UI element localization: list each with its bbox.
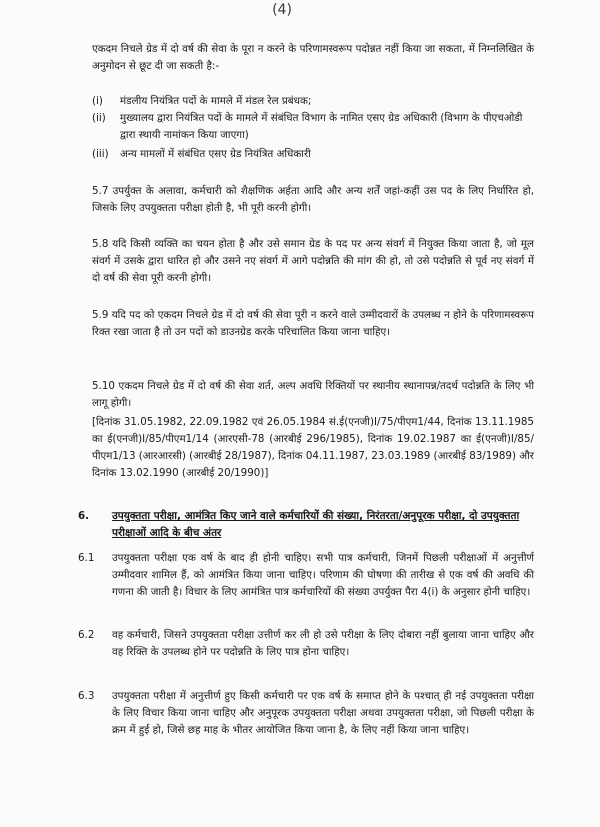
paragraph-5-9: 5.9 यदि पद को एकदम निचले ग्रेड में दो वर्ष की सेवा पूरी न करने वाले उम्मीदवारों के उपलब्ध न होने के परिणामस्वरूप रिक्त रखा जाता है तो उन पदों को डाउनग्रेड करके परिचालित किया जाना चाहिए। (92, 309, 534, 338)
list-item-number: (ii) (92, 112, 106, 124)
section-number: 6. (78, 510, 90, 522)
intro-paragraph: एकदम निचले ग्रेड में दो वर्ष की सेवा के पूरा न करने के परिणामस्वरूप पदोन्नत नहीं किया जा सकता, में निम्नलिखित के अनुमोदन से छूट दी जा सकती है:- (92, 43, 534, 72)
paragraph-5-7: 5.7 उपर्युक्त के अलावा, कर्मचारी को शैक्षणिक अर्हता आदि और अन्य शर्तें जहां-कहीं उस पद के लिए निर्धारित हो, जिसके लिए उपयुक्तता परीक्षा होती है, भी पूरी करनी होगी। (92, 185, 534, 214)
item-text-6-2: वह कर्मचारी, जिसने उपयुक्तता परीक्षा उत्तीर्ण कर ली हो उसे परीक्षा के लिए दोबारा नहीं बुलाया जाना चाहिए और वह रिक्ति के उपलब्ध होने पर पदोन्नति के लिए पात्र होना चाहिए। (112, 629, 534, 658)
list-item-number: (i) (92, 95, 103, 107)
item-text-6-1: उपयुक्तता परीक्षा एक वर्ष के बाद ही होनी चाहिए। सभी पात्र कर्मचारी, जिनमें पिछली परीक्षाओं में अनुत्तीर्ण उम्मीदवार शामिल हैं, को आमंत्रित किया जाना चाहिए। परिणाम की घोषणा की तारीख से एक वर्ष की अवधि की गणना की जाती है। विचार के लिए आमंत्रित पात्र कर्मचारियों की संख्या उपर्युक्त पैरा 4(i) के अनुसार होनी चाहिए। (112, 552, 534, 598)
page-number: (4) (272, 2, 292, 18)
item-text-6-3: उपयुक्तता परीक्षा में अनुत्तीर्ण हुए किसी कर्मचारी पर एक वर्ष के समाप्त होने के पश्चात् ही नई उपयुक्तता परीक्षा के लिए विचार किया जाना चाहिए और अनुपूरक उपयुक्तता परीक्षा अथवा उपयुक्तता परीक्षा, जो पिछली परीक्षा के क्रम में हुई हो, जिसे छह माह के भीतर आयोजित किया जाना है, के लिए नहीं किया जाना चाहिए। (112, 690, 534, 736)
list-item-number: (iii) (92, 148, 109, 160)
paragraph-5-8: 5.8 यदि किसी व्यक्ति का चयन होता है और उसे समान ग्रेड के पद पर अन्य संवर्ग में नियुक्त किया जाता है, जो मूल संवर्ग में उसके द्वारा धारित हो और उसने नए संवर्ग में आगे पदोन्नति की मांग की हो, तो उसे पदोन्नति से पूर्व नए संवर्ग में दो वर्ष की सेवा पूरी करनी होगी। (92, 238, 534, 284)
list-item-text: अन्य मामलों में संबंधित एसए ग्रेड नियंत्रित अधिकारी (120, 148, 311, 160)
section-heading: उपयुक्तता परीक्षा, आमंत्रित किए जाने वाले कर्मचारियों की संख्या, निरंतरता/अनुपूरक परीक्षा, दो उपयुक्तता परीक्षाओं आदि के बीच अंतर (112, 510, 520, 539)
item-number-6-1: 6.1 (78, 552, 95, 564)
list-item-text: मंडलीय नियंत्रित पदों के मामले में मंडल रेल प्रबंधक; (120, 95, 312, 107)
list-item-text: मुख्यालय द्वारा नियंत्रित पदों के मामले में संबंधित विभाग के नामित एसए ग्रेड अधिकारी (विभाग के पीएचओडी द्वारा स्थायी नामांकन किया जाएगा) (120, 112, 523, 141)
item-number-6-3: 6.3 (78, 690, 95, 702)
item-number-6-2: 6.2 (78, 629, 95, 641)
paragraph-5-10: 5.10 एकदम निचले ग्रेड में दो वर्ष की सेवा शर्त, अल्प अवधि रिक्तियों पर स्थानीय स्थानापन्न/तदर्थ पदोन्नति के लिए भी लागू होगी। (92, 380, 534, 409)
reference-citation: [दिनांक 31.05.1982, 22.09.1982 एवं 26.05.1984 सं.ई(एनजी)I/75/पीएम1/44, दिनांक 13.11.1985 का ई(एनजी)I/85/पीएम1/14 (आरएसी-78 (आरबीई 296/1985), दिनांक 19.02.1987 का ई(एनजी)I/85/पीएम1/13 (आरआरसी) (आरबीई 28/1987), दिनांक 04.11.1987, 23.03.1989 (आरबीई 83/1989) और दिनांक 13.02.1990 (आरबीई 20/1990)] (92, 416, 535, 479)
